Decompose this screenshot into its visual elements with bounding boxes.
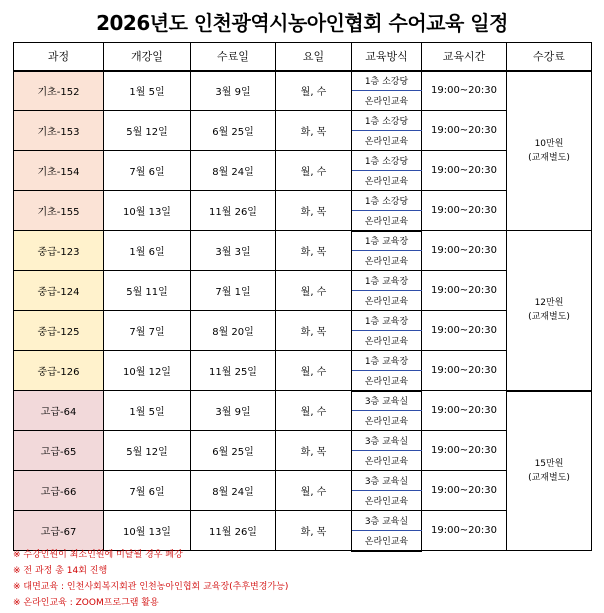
fee-note: (교재별도) xyxy=(528,472,570,483)
method-online: 온라인교육 xyxy=(352,371,422,391)
table-row xyxy=(14,111,592,131)
class-time: 19:00~20:30 xyxy=(422,151,507,191)
method-online: 온라인교육 xyxy=(352,211,422,231)
class-days: 월, 수 xyxy=(276,271,352,311)
method-room: 1층 교육장 xyxy=(352,311,422,331)
class-days: 월, 수 xyxy=(276,391,352,431)
start-date: 1월 6일 xyxy=(104,231,191,271)
class-days: 월, 수 xyxy=(276,71,352,111)
class-time: 19:00~20:30 xyxy=(422,511,507,551)
start-date: 10월 13일 xyxy=(104,511,191,551)
method-room: 1층 소강당 xyxy=(352,111,422,131)
page-title: 2026년도 인천광역시농아인협회 수어교육 일정 xyxy=(96,10,508,35)
method-online: 온라인교육 xyxy=(352,491,422,511)
header-method: 교육방식 xyxy=(352,43,422,71)
course-name: 중급-124 xyxy=(14,271,104,311)
course-name: 고급-66 xyxy=(14,471,104,511)
class-time: 19:00~20:30 xyxy=(422,191,507,231)
method-room: 3층 교육실 xyxy=(352,511,422,531)
table-row xyxy=(14,391,592,411)
course-name: 중급-125 xyxy=(14,311,104,351)
header-end-date: 수료일 xyxy=(191,43,276,71)
table-row xyxy=(14,271,592,291)
class-time: 19:00~20:30 xyxy=(422,231,507,271)
course-name: 고급-65 xyxy=(14,431,104,471)
class-days: 화, 목 xyxy=(276,511,352,551)
method-room: 3층 교육실 xyxy=(352,431,422,451)
course-name: 고급-67 xyxy=(14,511,104,551)
note-sessions: ※ 전 과정 총 14회 진행 xyxy=(13,566,108,576)
class-time: 19:00~20:30 xyxy=(422,351,507,391)
fee-cell xyxy=(507,231,592,391)
method-online: 온라인교육 xyxy=(352,131,422,151)
note-online: ※ 온라인교육 : ZOOM프로그램 활용 xyxy=(13,598,159,608)
class-days: 화, 목 xyxy=(276,111,352,151)
class-days: 화, 목 xyxy=(276,231,352,271)
table-row xyxy=(14,511,592,531)
end-date: 3월 3일 xyxy=(191,231,276,271)
end-date: 11월 26일 xyxy=(191,191,276,231)
fee-amount: 15만원 xyxy=(534,458,564,469)
course-name: 기초-153 xyxy=(14,111,104,151)
fee-note: (교재별도) xyxy=(528,152,570,163)
course-name: 기초-155 xyxy=(14,191,104,231)
start-date: 7월 7일 xyxy=(104,311,191,351)
method-online: 온라인교육 xyxy=(352,331,422,351)
end-date: 6월 25일 xyxy=(191,431,276,471)
start-date: 5월 12일 xyxy=(104,431,191,471)
method-online: 온라인교육 xyxy=(352,251,422,271)
class-time: 19:00~20:30 xyxy=(422,471,507,511)
class-time: 19:00~20:30 xyxy=(422,271,507,311)
class-days: 화, 목 xyxy=(276,191,352,231)
class-days: 월, 수 xyxy=(276,351,352,391)
start-date: 10월 13일 xyxy=(104,191,191,231)
method-online: 온라인교육 xyxy=(352,171,422,191)
start-date: 5월 12일 xyxy=(104,111,191,151)
table-row xyxy=(14,151,592,171)
method-online: 온라인교육 xyxy=(352,451,422,471)
class-days: 화, 목 xyxy=(276,311,352,351)
method-online: 온라인교육 xyxy=(352,91,422,111)
class-time: 19:00~20:30 xyxy=(422,311,507,351)
table-row xyxy=(14,431,592,451)
course-name: 중급-123 xyxy=(14,231,104,271)
fee-amount: 10만원 xyxy=(534,138,564,149)
table-row xyxy=(14,71,592,91)
table-row xyxy=(14,311,592,331)
course-name: 기초-152 xyxy=(14,71,104,111)
start-date: 1월 5일 xyxy=(104,391,191,431)
end-date: 7월 1일 xyxy=(191,271,276,311)
header-time: 교육시간 xyxy=(422,43,507,71)
course-name: 고급-64 xyxy=(14,391,104,431)
schedule-table xyxy=(13,42,592,552)
end-date: 11월 26일 xyxy=(191,511,276,551)
method-room: 1층 소강당 xyxy=(352,71,422,91)
method-room: 1층 교육장 xyxy=(352,351,422,371)
fee-amount: 12만원 xyxy=(534,298,564,309)
method-room: 1층 소강당 xyxy=(352,191,422,211)
end-date: 8월 24일 xyxy=(191,151,276,191)
end-date: 3월 9일 xyxy=(191,391,276,431)
class-days: 화, 목 xyxy=(276,431,352,471)
method-online: 온라인교육 xyxy=(352,291,422,311)
method-room: 1층 소강당 xyxy=(352,151,422,171)
table-row xyxy=(14,351,592,371)
header-days: 요일 xyxy=(276,43,352,71)
end-date: 8월 24일 xyxy=(191,471,276,511)
fee-note: (교재별도) xyxy=(528,312,570,323)
method-room: 1층 교육장 xyxy=(352,271,422,291)
start-date: 7월 6일 xyxy=(104,151,191,191)
class-time: 19:00~20:30 xyxy=(422,391,507,431)
notes-section xyxy=(13,547,591,611)
class-days: 월, 수 xyxy=(276,151,352,191)
method-online: 온라인교육 xyxy=(352,531,422,551)
end-date: 6월 25일 xyxy=(191,111,276,151)
method-room: 3층 교육실 xyxy=(352,471,422,491)
header-fee: 수강료 xyxy=(507,43,592,71)
end-date: 11월 25일 xyxy=(191,351,276,391)
start-date: 1월 5일 xyxy=(104,71,191,111)
note-venue: ※ 대면교육 : 인천사회복지회관 인천농아인협회 교육장(추후변경가능) xyxy=(13,582,289,592)
header-course: 과정 xyxy=(14,43,104,71)
end-date: 8월 20일 xyxy=(191,311,276,351)
start-date: 10월 12일 xyxy=(104,351,191,391)
table-row xyxy=(14,471,592,491)
header-row xyxy=(14,43,592,71)
method-online: 온라인교육 xyxy=(352,411,422,431)
method-room: 1층 교육장 xyxy=(352,231,422,251)
table-row xyxy=(14,231,592,251)
class-time: 19:00~20:30 xyxy=(422,111,507,151)
start-date: 5월 11일 xyxy=(104,271,191,311)
class-time: 19:00~20:30 xyxy=(422,431,507,471)
method-room: 3층 교육실 xyxy=(352,391,422,411)
course-name: 중급-126 xyxy=(14,351,104,391)
fee-cell xyxy=(507,71,592,231)
table-row xyxy=(14,191,592,211)
class-time: 19:00~20:30 xyxy=(422,71,507,111)
header-start-date: 개강일 xyxy=(104,43,191,71)
end-date: 3월 9일 xyxy=(191,71,276,111)
note-cancellation: ※ 수강인원이 최소인원에 미달될 경우 폐강 xyxy=(13,550,183,560)
start-date: 7월 6일 xyxy=(104,471,191,511)
class-days: 월, 수 xyxy=(276,471,352,511)
fee-cell xyxy=(507,391,592,551)
course-name: 기초-154 xyxy=(14,151,104,191)
